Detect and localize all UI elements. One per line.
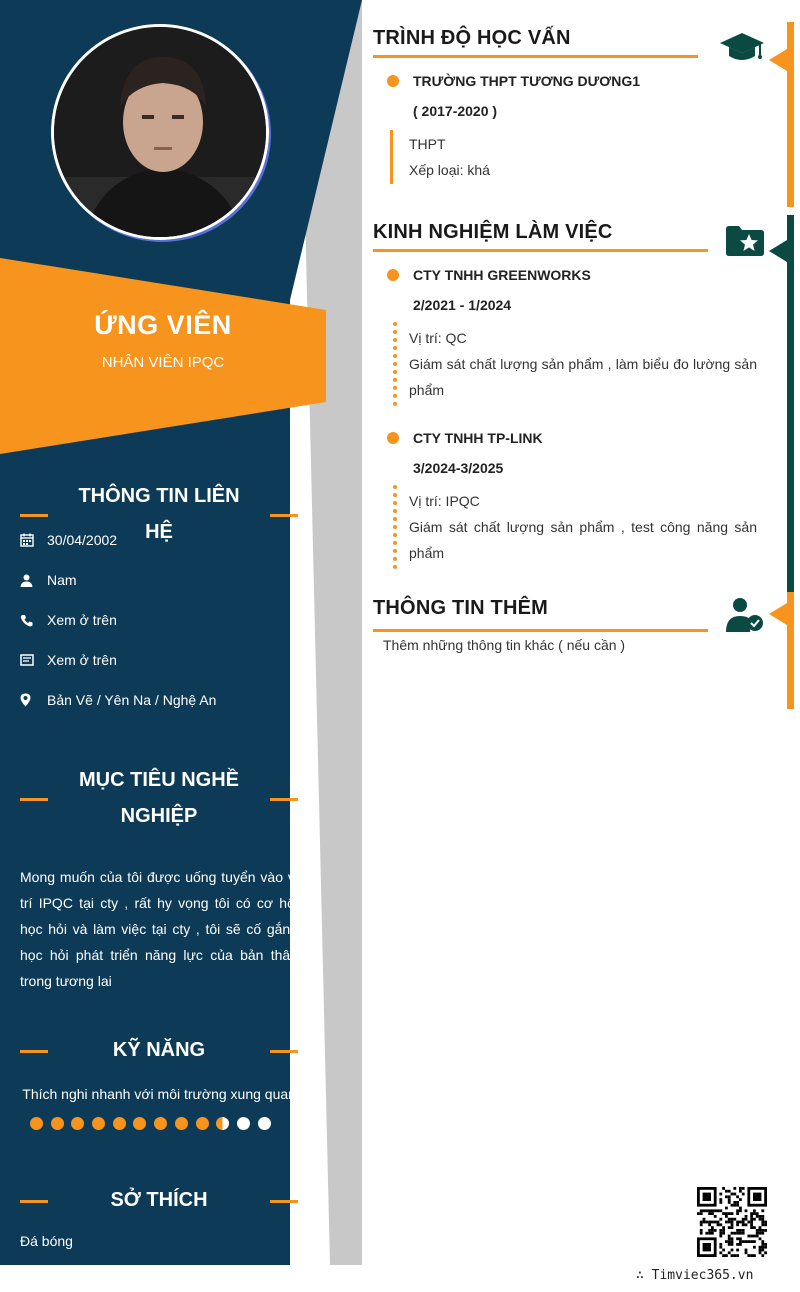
skill-dot [258,1117,271,1130]
contact-birthday [20,529,310,551]
phone-icon [20,614,47,627]
skill-name: Thích nghi nhanh với môi trường xung quanh [22,1086,304,1102]
objective-heading-line1: MỤC TIÊU NGHỀ [79,769,239,791]
skill-dot [175,1117,188,1130]
job-description: Giám sát chất lượng sản phẩm , làm biểu đo lường sản phẩm [409,356,757,398]
skill-dot [51,1117,64,1130]
accent-arrow [769,603,787,625]
heading-dash [20,1050,48,1053]
graduation-cap-icon [719,31,765,68]
profile-photo [54,27,269,240]
heading-dash [270,514,298,517]
education-heading: TRÌNH ĐỘ HỌC VẤN [373,27,571,49]
job-position: Vị trí: IPQC [409,493,480,509]
skill-dot [71,1117,84,1130]
job-company: CTY TNHH GREENWORKS [413,267,591,283]
email-value: Xem ở trên [47,652,117,668]
timeline-bullet [387,75,399,87]
accent-bar [787,22,794,207]
heading-underline [373,55,698,58]
hobbies-heading-text: SỞ THÍCH [110,1189,208,1211]
skills-heading [20,1032,298,1068]
hobbies-heading [20,1182,298,1218]
skill-dot [196,1117,209,1130]
candidate-name: ỨNG VIÊN [94,310,232,340]
job-company: CTY TNHH TP-LINK [413,430,543,446]
education-level: THPT [409,136,446,152]
additional-heading: THÔNG TIN THÊM [373,597,549,619]
timeline-line [390,130,393,184]
objective-heading [20,762,298,834]
location-icon [20,693,47,707]
email-icon [20,654,47,666]
heading-dash [270,1200,298,1203]
heading-dash [20,514,48,517]
experience-heading: KINH NGHIỆM LÀM VIỆC [373,221,613,243]
user-icon [20,574,47,587]
education-grade: Xếp loại: khá [409,162,490,178]
birthday-value: 30/04/2002 [47,532,118,548]
heading-dash [20,798,48,801]
gender-value: Nam [47,572,77,588]
objective-text: Mong muốn của tôi được uống tuyển vào vị trí IPQC tại cty , rất hy vọng tôi có cơ hội học hỏi và làm việc tại cty , tôi sẽ cố gắng học hỏi phát triển năng lực của bản thân trong tương lai [20,869,298,989]
heading-dash [270,798,298,801]
skill-dot [92,1117,105,1130]
school-name: TRƯỜNG THPT TƯƠNG DƯƠNG1 [413,73,641,89]
candidate-job-title: NHÂN VIÊN IPQC [101,354,225,371]
timeline-dots [393,485,397,569]
job-period: 2/2021 - 1/2024 [413,297,512,313]
folder-star-icon [725,223,765,262]
skill-dot [133,1117,146,1130]
timeline-bullet [387,269,399,281]
accent-arrow [769,49,787,71]
footer-brand: ∴ Timviec365.vn [636,1268,754,1283]
avatar [51,24,269,240]
skill-dot [154,1117,167,1130]
skill-rating [30,1117,278,1130]
contact-heading-text: THÔNG TIN LIÊN HỆ [78,485,240,543]
timeline-dots [393,322,397,406]
calendar-icon [20,533,47,547]
heading-underline [373,249,708,252]
accent-bar [787,592,794,709]
accent-bar [787,215,794,592]
hobby-text: Đá bóng [20,1233,73,1249]
school-period: ( 2017-2020 ) [413,103,498,119]
skills-heading-text: KỸ NĂNG [112,1039,206,1061]
objective-heading-line2: NGHIỆP [120,805,198,827]
qr-code [697,1187,767,1257]
phone-value: Xem ở trên [47,612,117,628]
additional-text: Thêm những thông tin khác ( nếu cần ) [383,637,626,653]
contact-address [20,689,310,711]
skill-dot [216,1117,229,1130]
contact-phone [20,609,310,631]
heading-underline [373,629,708,632]
user-check-icon [725,597,765,638]
contact-gender [20,569,310,591]
accent-arrow [769,240,787,262]
job-period: 3/2024-3/2025 [413,460,504,476]
skill-dot [237,1117,250,1130]
skill-dot [30,1117,43,1130]
heading-dash [270,1050,298,1053]
timeline-bullet [387,432,399,444]
job-position: Vị trí: QC [409,330,467,346]
address-value: Bản Vẽ / Yên Na / Nghệ An [47,692,217,708]
skill-dot [113,1117,126,1130]
contact-email [20,649,310,671]
heading-dash [20,1200,48,1203]
job-description: Giám sát chất lượng sản phẩm , test công năng sản phẩm [409,519,757,561]
